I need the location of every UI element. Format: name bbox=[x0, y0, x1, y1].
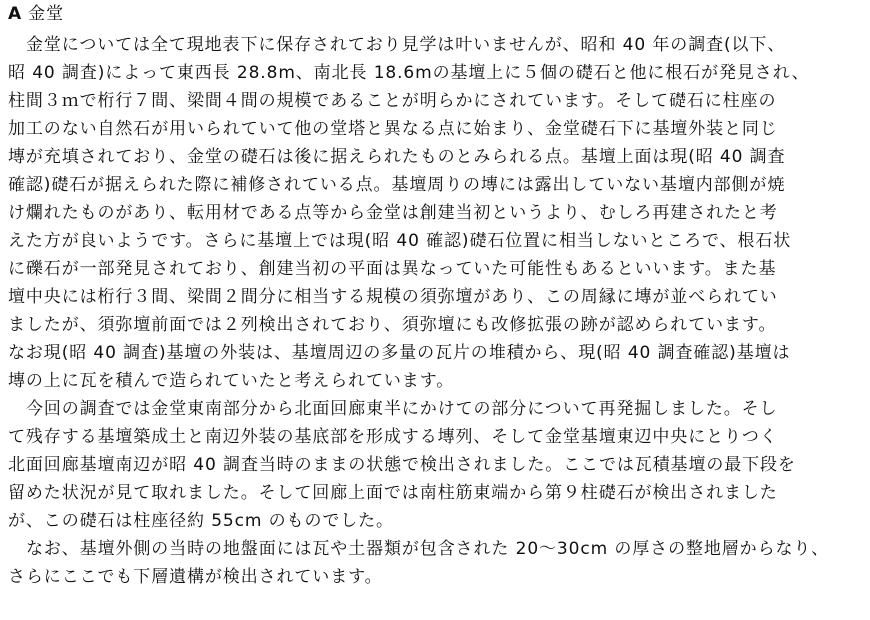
section-heading bbox=[8, 4, 64, 24]
text-line: 塼の上に瓦を積んで造られていたと考えられています。 bbox=[8, 371, 455, 391]
text-line: 留めた状況が見て取れました。そして回廊上面では南柱筋東端から第９柱礎石が検出されました bbox=[8, 483, 778, 503]
text-line: け爛れたものがあり、転用材である点等から金堂は創建当初というより、むしろ再建されたと考 bbox=[8, 203, 778, 223]
section-title: 金堂 bbox=[28, 4, 65, 24]
text-line: 金堂については全て現地表下に保存されており見学は叶いませんが、昭和 40 年の調査(以下、 bbox=[26, 35, 786, 55]
text-line: さらにここでも下層遺構が検出されています。 bbox=[8, 567, 383, 587]
text-line: 加工のない自然石が用いられていて他の堂塔と異なる点に始まり、金堂礎石下に基壇外装と同じ bbox=[8, 119, 778, 139]
text-line: て残存する基壇築成土と南辺外装の基底部を形成する塼列、そして金堂基壇東辺中央にとりつく bbox=[8, 427, 778, 447]
text-line: なお現(昭 40 調査)基壇の外装は、基壇周辺の多量の瓦片の堆積から、現(昭 40 調査確認)基壇は bbox=[8, 343, 791, 363]
text-line: なお、基壇外側の当時の地盤面には瓦や土器類が包含された 20～30cm の厚さの整地層からなり、 bbox=[26, 539, 830, 559]
text-line: 柱間３ｍで桁行７間、梁間４間の規模であることが明らかにされています。そして礎石に柱座の bbox=[8, 91, 777, 111]
text-line: 今回の調査では金堂東南部分から北面回廊東半にかけての部分について再発掘しました。そし bbox=[26, 399, 778, 419]
text-line: に礫石が一部発見されており、創建当初の平面は異なっていた可能性もあるといいます。また基 bbox=[8, 259, 777, 279]
text-line: 確認)礎石が据えられた際に補修されている点。基壇周りの塼には露出していない基壇内部側が焼 bbox=[8, 175, 786, 195]
section-mark: A bbox=[8, 4, 23, 24]
text-line: が、この礎石は柱座径約 55cm のものでした。 bbox=[8, 511, 394, 531]
text-line: えた方が良いようです。さらに基壇上では現(昭 40 確認)礎石位置に相当しないところで、根石状 bbox=[8, 231, 792, 251]
text-line: ましたが、須弥壇前面では２列検出されており、須弥壇にも改修拡張の跡が認められています。 bbox=[8, 315, 777, 335]
text-line: 昭 40 調査)によって東西長 28.8m、南北長 18.6mの基壇上に５個の礎石と他に根石が発見され、 bbox=[8, 63, 810, 83]
text-line: 北面回廊基壇南辺が昭 40 調査当時のままの状態で検出されました。ここでは瓦積基壇の最下段を bbox=[8, 455, 796, 475]
text-line: 塼が充填されており、金堂の礎石は後に据えられたものとみられる点。基壇上面は現(昭 40 調査 bbox=[8, 147, 786, 167]
text-line: 壇中央には桁行３間、梁間２間分に相当する規模の須弥壇があり、この周縁に塼が並べられてい bbox=[8, 287, 778, 307]
